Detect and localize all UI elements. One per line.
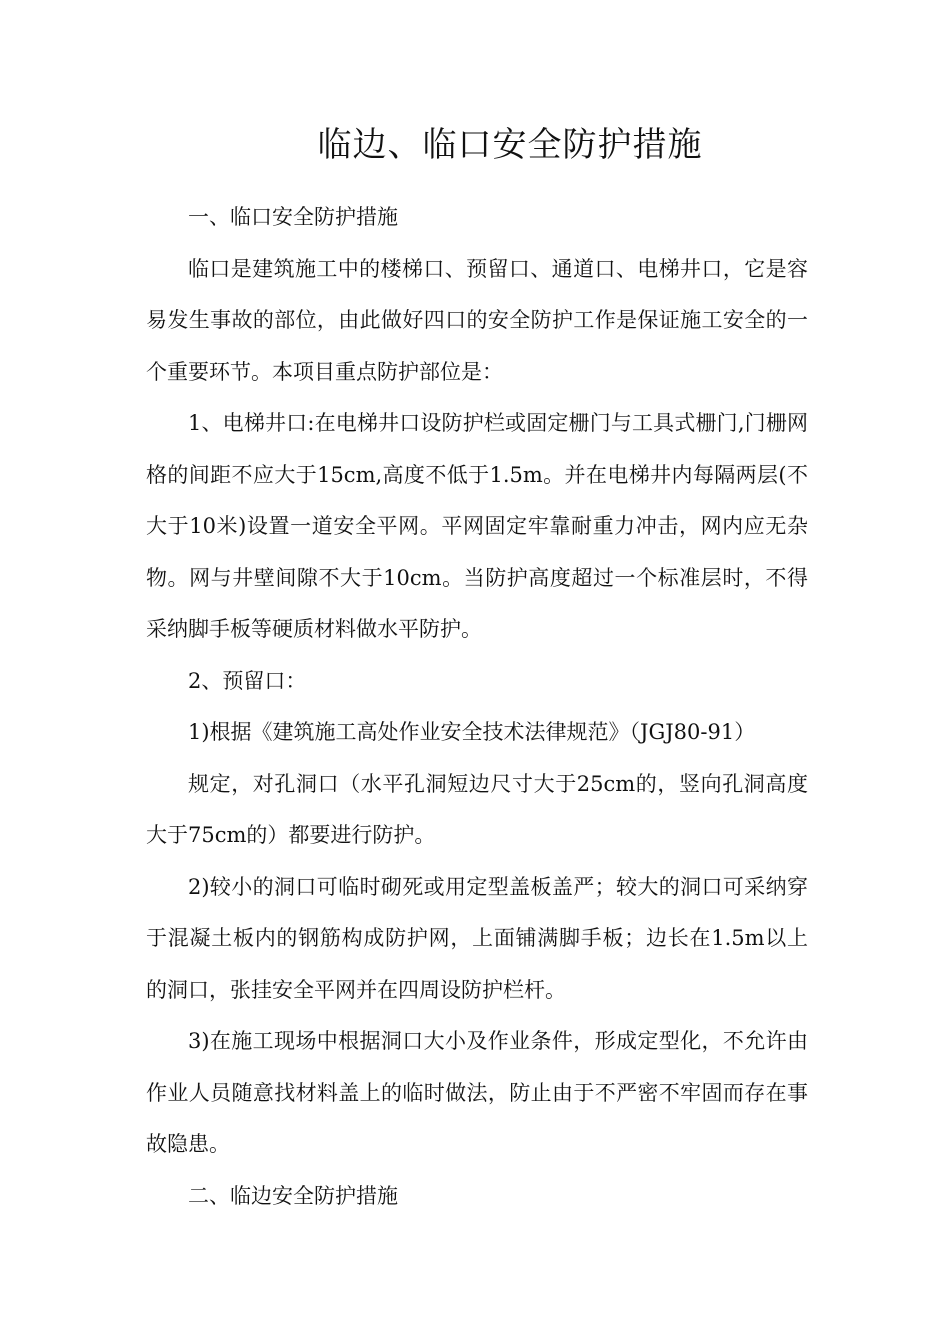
paragraph-elevator-shaft: 1、电梯井口:在电梯井口设防护栏或固定栅门与工具式栅门,门栅网格的间距不应大于15cm,高度不低于1.5m。并在电梯井内每隔两层(不大于10米)设置一道安全平网。平网固定牢靠耐重力冲击，网内应无杂物。网与井壁间隙不大于10cm。当防护高度超过一个标准层时，不得采纳脚手板等硬质材料做水平防护。 <box>146 411 808 641</box>
paragraph-hole-dimensions: 规定，对孔洞口（水平孔洞短边尺寸大于25cm的，竖向孔洞高度大于75cm的）都要进行防护。 <box>146 771 808 847</box>
document-title: 临边、临口安全防护措施 <box>317 125 703 165</box>
paragraph-small-large-openings: 2)较小的洞口可临时砌死或用定型盖板盖严；较大的洞口可采纳穿于混凝土板内的钢筋构成防护网，上面铺满脚手板；边长在1.5m以上的洞口，张挂安全平网并在四周设防护栏杆。 <box>146 874 808 1002</box>
section-heading-edges: 二、临边安全防护措施 <box>188 1183 398 1208</box>
subheading-reserved-openings: 2、预留口： <box>188 668 307 693</box>
section-heading-openings: 一、临口安全防护措施 <box>188 205 398 229</box>
document-body <box>146 192 808 1222</box>
paragraph-standard-reference: 1)根据《建筑施工高处作业安全技术法律规范》（JGJ80-91） <box>188 720 756 744</box>
paragraph-intro: 临口是建筑施工中的楼梯口、预留口、通道口、电梯井口，它是容易发生事故的部位，由此做好四口的安全防护工作是保证施工安全的一个重要环节。本项目重点防护部位是： <box>146 256 808 384</box>
paragraph-standardization: 3)在施工现场中根据洞口大小及作业条件，形成定型化，不允许由作业人员随意找材料盖上的临时做法，防止由于不严密不牢固而存在事故隐患。 <box>146 1029 808 1156</box>
